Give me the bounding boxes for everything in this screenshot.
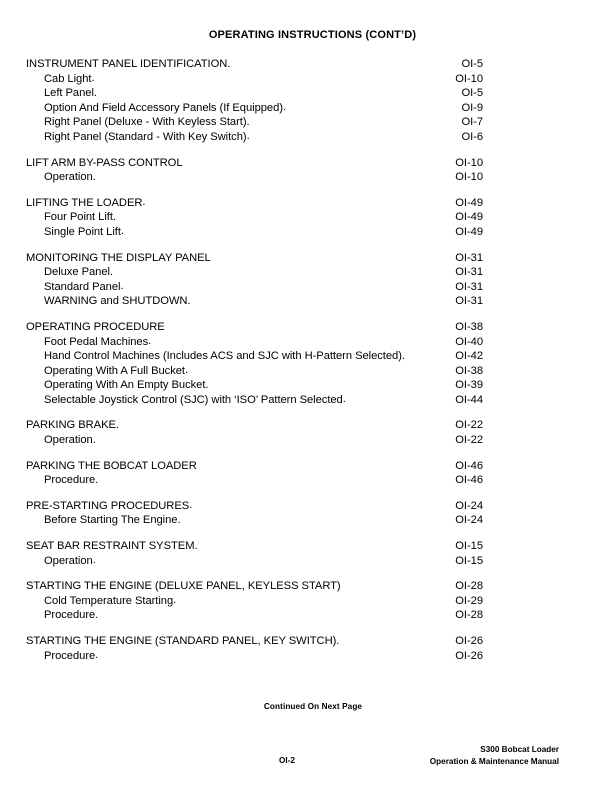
continued-on-next-page-note: Continued On Next Page [263,702,363,711]
toc-dot-leader: . [194,539,200,552]
toc-entry-label: Four Point Lift [44,211,113,224]
footer-manual-title: S300 Bobcat Loader [480,745,559,754]
toc-entry-label: Operating With A Full Bucket [44,364,185,377]
toc-heading-entry[interactable] [26,499,483,514]
toc-dot-leader: . [246,130,252,143]
toc-dot-leader: . [401,349,408,362]
toc-entry-page-number: OI-22 [455,419,483,432]
toc-entry-page-number: OI-49 [455,225,483,238]
toc-entry-label: Selectable Joystick Control (SJC) with ‘ISO’ Pattern Selected [44,393,343,406]
toc-dot-leader: . [93,86,100,99]
toc-entry-page-number: OI-38 [455,320,483,333]
page-footer [0,742,612,782]
toc-dot-leader: . [112,210,119,223]
toc-sub-entry[interactable] [26,86,483,101]
toc-entry-page-number: OI-49 [455,211,483,224]
toc-heading-entry[interactable] [26,251,483,266]
toc-group [26,418,483,447]
toc-dot-leader: . [91,72,97,85]
toc-entry-page-number: OI-49 [455,196,483,209]
toc-sub-entry[interactable] [26,473,483,488]
toc-entry-page-number: OI-10 [455,171,483,184]
toc-sub-entry[interactable] [26,280,483,295]
toc-entry-label: Operation [44,171,93,184]
toc-entry-label: INSTRUMENT PANEL IDENTIFICATION [26,58,228,70]
toc-entry-label: Deluxe Panel [44,266,110,279]
toc-group [26,499,483,528]
toc-entry-page-number: OI-46 [455,459,483,472]
toc-dot-leader: . [177,513,183,526]
toc-dot-leader: . [120,225,127,238]
toc-dot-leader: . [120,280,126,293]
toc-entry-page-number: OI-31 [455,251,483,264]
toc-entry-page-number: OI-29 [455,594,483,607]
toc-heading-entry[interactable] [26,579,483,594]
toc-sub-entry[interactable] [26,349,483,364]
toc-entry-page-number: OI-7 [461,116,483,129]
toc-dot-leader: . [187,294,193,307]
toc-group [26,57,483,145]
toc-sub-entry[interactable] [26,72,483,87]
toc-entry-label: Operating With An Empty Bucket [44,379,206,392]
table-of-contents [26,57,483,663]
toc-dot-leader: . [342,393,349,406]
toc-entry-page-number: OI-10 [455,156,483,169]
toc-entry-page-number: OI-15 [455,540,483,553]
toc-entry-label: Cold Temperature Starting [44,594,174,607]
toc-heading-entry[interactable] [26,418,483,433]
toc-dot-leader: . [189,499,195,512]
toc-sub-entry[interactable] [26,378,483,393]
toc-entry-page-number: OI-31 [455,295,483,308]
toc-entry-label: STARTING THE ENGINE (STANDARD PANEL, KEY SWITCH) [26,635,337,647]
toc-sub-entry[interactable] [26,364,483,379]
toc-dot-leader: . [205,378,211,391]
toc-entry-label: STARTING THE ENGINE (DELUXE PANEL, KEYLESS START) [26,580,341,593]
toc-dot-leader: . [92,433,98,446]
toc-sub-entry[interactable] [26,335,483,350]
toc-entry-page-number: OI-28 [455,580,483,593]
footer-manual-info [430,744,559,767]
toc-heading-entry[interactable] [26,539,483,554]
toc-entry-page-number: OI-24 [455,514,483,527]
toc-entry-label: Left Panel [44,87,94,100]
toc-entry-label: PARKING THE BOBCAT LOADER [26,459,197,472]
toc-dot-leader: . [95,608,101,621]
toc-entry-page-number: OI-46 [455,474,483,487]
toc-sub-entry[interactable] [26,101,483,116]
toc-entry-label: PRE-STARTING PROCEDURES [26,499,190,512]
toc-heading-entry[interactable] [26,57,483,72]
toc-dot-leader: . [336,634,342,647]
toc-dot-leader: . [115,418,122,431]
toc-dot-leader: . [95,649,101,662]
toc-dot-leader: . [92,554,98,567]
toc-entry-label: MONITORING THE DISPLAY PANEL [26,251,211,264]
toc-entry-page-number: OI-40 [455,335,483,348]
toc-dot-leader: . [227,57,233,70]
toc-entry-page-number: OI-31 [455,266,483,279]
toc-sub-entry[interactable] [26,554,483,569]
toc-sub-entry[interactable] [26,130,483,145]
toc-entry-page-number: OI-26 [455,635,483,647]
footer-manual-subtitle: Operation & Maintenance Manual [429,756,559,766]
page-title: OPERATING INSTRUCTIONS (CONT’D) [208,29,417,41]
toc-entry-page-number: OI-6 [461,130,483,143]
toc-entry-label: Standard Panel [44,280,121,293]
toc-entry-label: LIFT ARM BY-PASS CONTROL [26,156,183,169]
toc-entry-label: SEAT BAR RESTRAINT SYSTEM [26,540,195,553]
toc-entry-label: Single Point Lift [44,225,121,238]
toc-group [26,320,483,408]
toc-entry-label: Procedure [44,609,96,622]
toc-entry-page-number: OI-15 [455,554,483,567]
toc-group [26,156,483,185]
toc-group [26,251,483,309]
toc-sub-entry[interactable] [26,608,483,623]
toc-entry-page-number: OI-28 [455,609,483,622]
toc-group [26,459,483,488]
toc-sub-entry[interactable] [26,513,483,528]
toc-entry-label: WARNING and SHUTDOWN [44,295,188,308]
toc-entry-page-number: OI-22 [455,434,483,447]
toc-group [26,579,483,623]
toc-group [26,196,483,240]
toc-heading-entry[interactable] [26,320,483,335]
toc-dot-leader: . [142,196,148,209]
toc-entry-page-number: OI-24 [455,499,483,512]
toc-entry-label: Hand Control Machines (Includes ACS and SJC with H-Pattern Selected) [44,350,402,363]
toc-group [26,539,483,568]
toc-entry-label: Operation [44,554,93,567]
toc-entry-label: Operation [44,434,93,447]
toc-sub-entry[interactable] [26,115,483,130]
toc-entry-label: Option And Field Accessory Panels (If Equipped) [44,101,283,114]
toc-entry-page-number: OI-42 [455,350,483,363]
toc-sub-entry[interactable] [26,294,483,309]
toc-sub-entry[interactable] [26,393,483,408]
toc-sub-entry[interactable] [26,210,483,225]
toc-entry-page-number: OI-5 [461,87,483,100]
toc-sub-entry[interactable] [26,594,483,609]
toc-dot-leader: . [92,170,98,183]
toc-dot-leader: . [282,101,289,114]
toc-entry-label: Foot Pedal Machines [44,335,149,348]
toc-entry-label: Right Panel (Standard - With Key Switch) [44,130,247,143]
toc-dot-leader: . [109,265,116,278]
toc-entry-page-number: OI-26 [455,649,483,662]
toc-sub-entry[interactable] [26,433,483,448]
toc-entry-page-number: OI-31 [455,280,483,293]
toc-entry-label: OPERATING PROCEDURE [26,320,165,333]
toc-dot-leader: . [185,364,191,377]
toc-dot-leader: . [148,335,154,347]
toc-heading-entry[interactable] [26,156,483,171]
toc-entry-label: PARKING BRAKE [26,419,116,432]
toc-sub-entry[interactable] [26,225,483,240]
toc-entry-page-number: OI-10 [455,72,483,85]
toc-group [26,634,483,663]
toc-sub-entry[interactable] [26,170,483,185]
toc-dot-leader: . [95,473,101,486]
toc-entry-page-number: OI-9 [461,101,483,114]
toc-entry-label: Procedure [44,649,96,662]
toc-entry-label: LIFTING THE LOADER [26,196,143,209]
toc-heading-entry[interactable] [26,634,483,649]
toc-sub-entry[interactable] [26,265,483,280]
toc-entry-page-number: OI-5 [461,58,483,70]
toc-entry-page-number: OI-38 [455,364,483,377]
toc-entry-page-number: OI-39 [455,379,483,392]
toc-entry-label: Right Panel (Deluxe - With Keyless Start) [44,116,247,129]
footer-page-number: OI-2 [279,756,295,765]
toc-entry-label: Cab Light [44,72,92,85]
toc-sub-entry[interactable] [26,649,483,664]
toc-entry-page-number: OI-44 [455,393,483,406]
toc-dot-leader: . [173,594,179,607]
toc-entry-label: Before Starting The Engine [44,514,178,527]
toc-entry-label: Procedure [44,474,96,487]
toc-dot-leader: . [246,115,252,128]
toc-heading-entry[interactable] [26,196,483,211]
toc-heading-entry[interactable] [26,459,483,474]
